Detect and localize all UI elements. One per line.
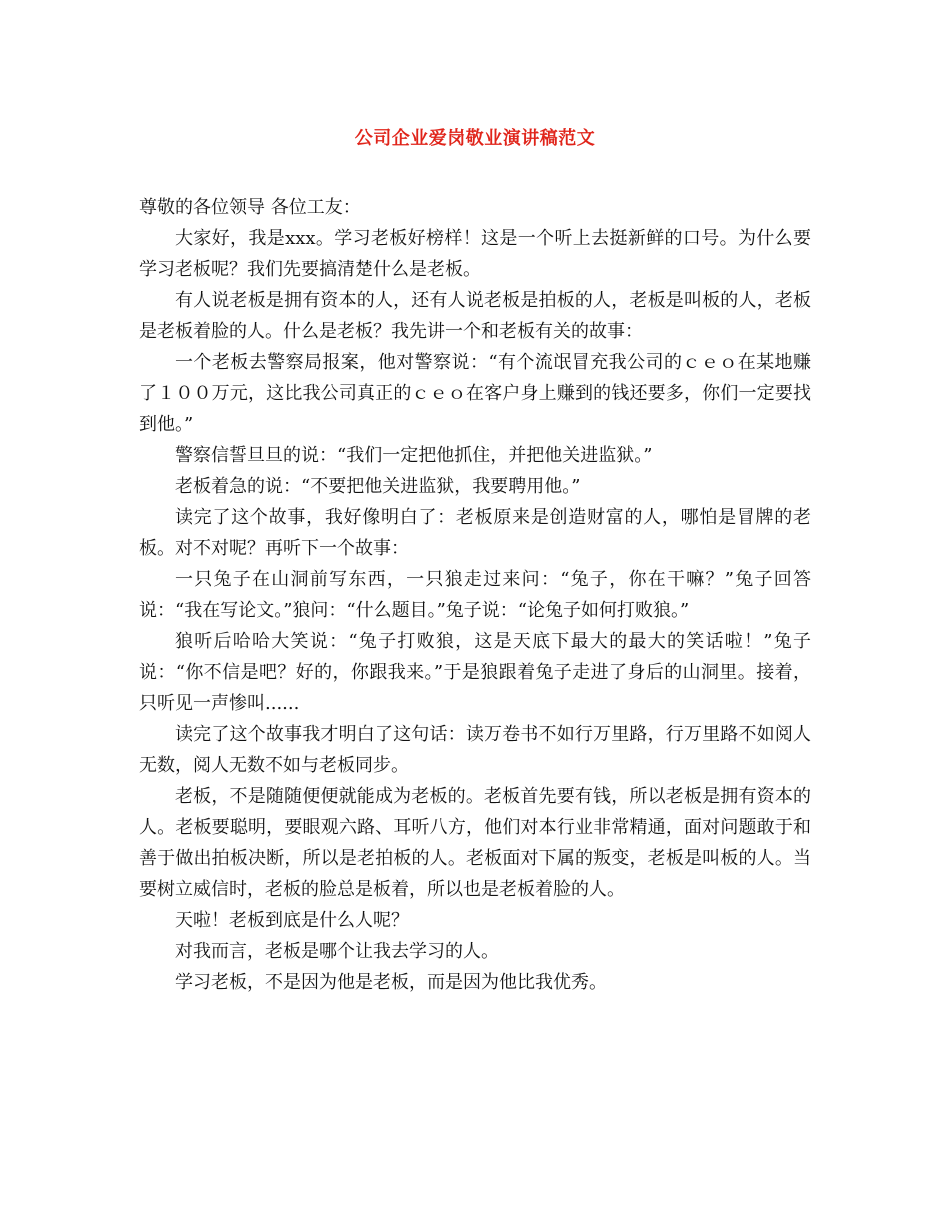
paragraph: 一只兔子在山洞前写东西，一只狼走过来问：“兔子，你在干嘛？”兔子回答说：“我在写论文。”狼问：“什么题目。”兔子说：“论兔子如何打败狼。” [139, 569, 811, 621]
paragraph: 读完了这个故事我才明白了这句话：读万卷书不如行万里路，行万里路不如阅人无数，阅人无数不如与老板同步。 [139, 724, 811, 776]
document-body [139, 192, 811, 998]
paragraph: 警察信誓旦旦的说：“我们一定把他抓住，并把他关进监狱。” [175, 445, 653, 466]
paragraph: 读完了这个故事，我好像明白了：老板原来是创造财富的人，哪怕是冒牌的老板。对不对呢？再听下一个故事： [139, 507, 811, 559]
document-title: 公司企业爱岗敬业演讲稿范文 [354, 128, 596, 149]
paragraph: 大家好，我是xxx。学习老板好榜样！这是一个听上去挺新鲜的口号。为什么要学习老板呢？我们先要搞清楚什么是老板。 [139, 228, 811, 280]
paragraph: 狼听后哈哈大笑说：“兔子打败狼，这是天底下最大的最大的笑话啦！”兔子说：“你不信是吧？好的，你跟我来。”于是狼跟着兔子走进了身后的山洞里。接着，只听见一声惨叫...... [139, 631, 811, 714]
paragraph: 对我而言，老板是哪个让我去学习的人。 [175, 941, 499, 962]
paragraph: 老板着急的说：“不要把他关进监狱，我要聘用他。” [175, 476, 581, 497]
paragraph: 天啦！老板到底是什么人呢？ [175, 910, 409, 931]
paragraph: 学习老板，不是因为他是老板，而是因为他比我优秀。 [175, 972, 607, 993]
salutation: 尊敬的各位领导 各位工友： [139, 197, 361, 218]
paragraph: 老板，不是随随便便就能成为老板的。老板首先要有钱，所以老板是拥有资本的人。老板要聪明，要眼观六路、耳听八方，他们对本行业非常精通，面对问题敢于和善于做出拍板决断，所以是老拍板的人。老板面对下属的叛变，老板是叫板的人。当要树立威信时，老板的脸总是板着，所以也是老板着脸的人。 [139, 786, 811, 900]
paragraph: 一个老板去警察局报案，他对警察说：“有个流氓冒充我公司的ｃｅｏ在某地赚了１００万元，这比我公司真正的ｃｅｏ在客户身上赚到的钱还要多，你们一定要找到他。” [139, 352, 811, 435]
paragraph: 有人说老板是拥有资本的人，还有人说老板是拍板的人，老板是叫板的人，老板是老板着脸的人。什么是老板？我先讲一个和老板有关的故事： [139, 290, 811, 342]
